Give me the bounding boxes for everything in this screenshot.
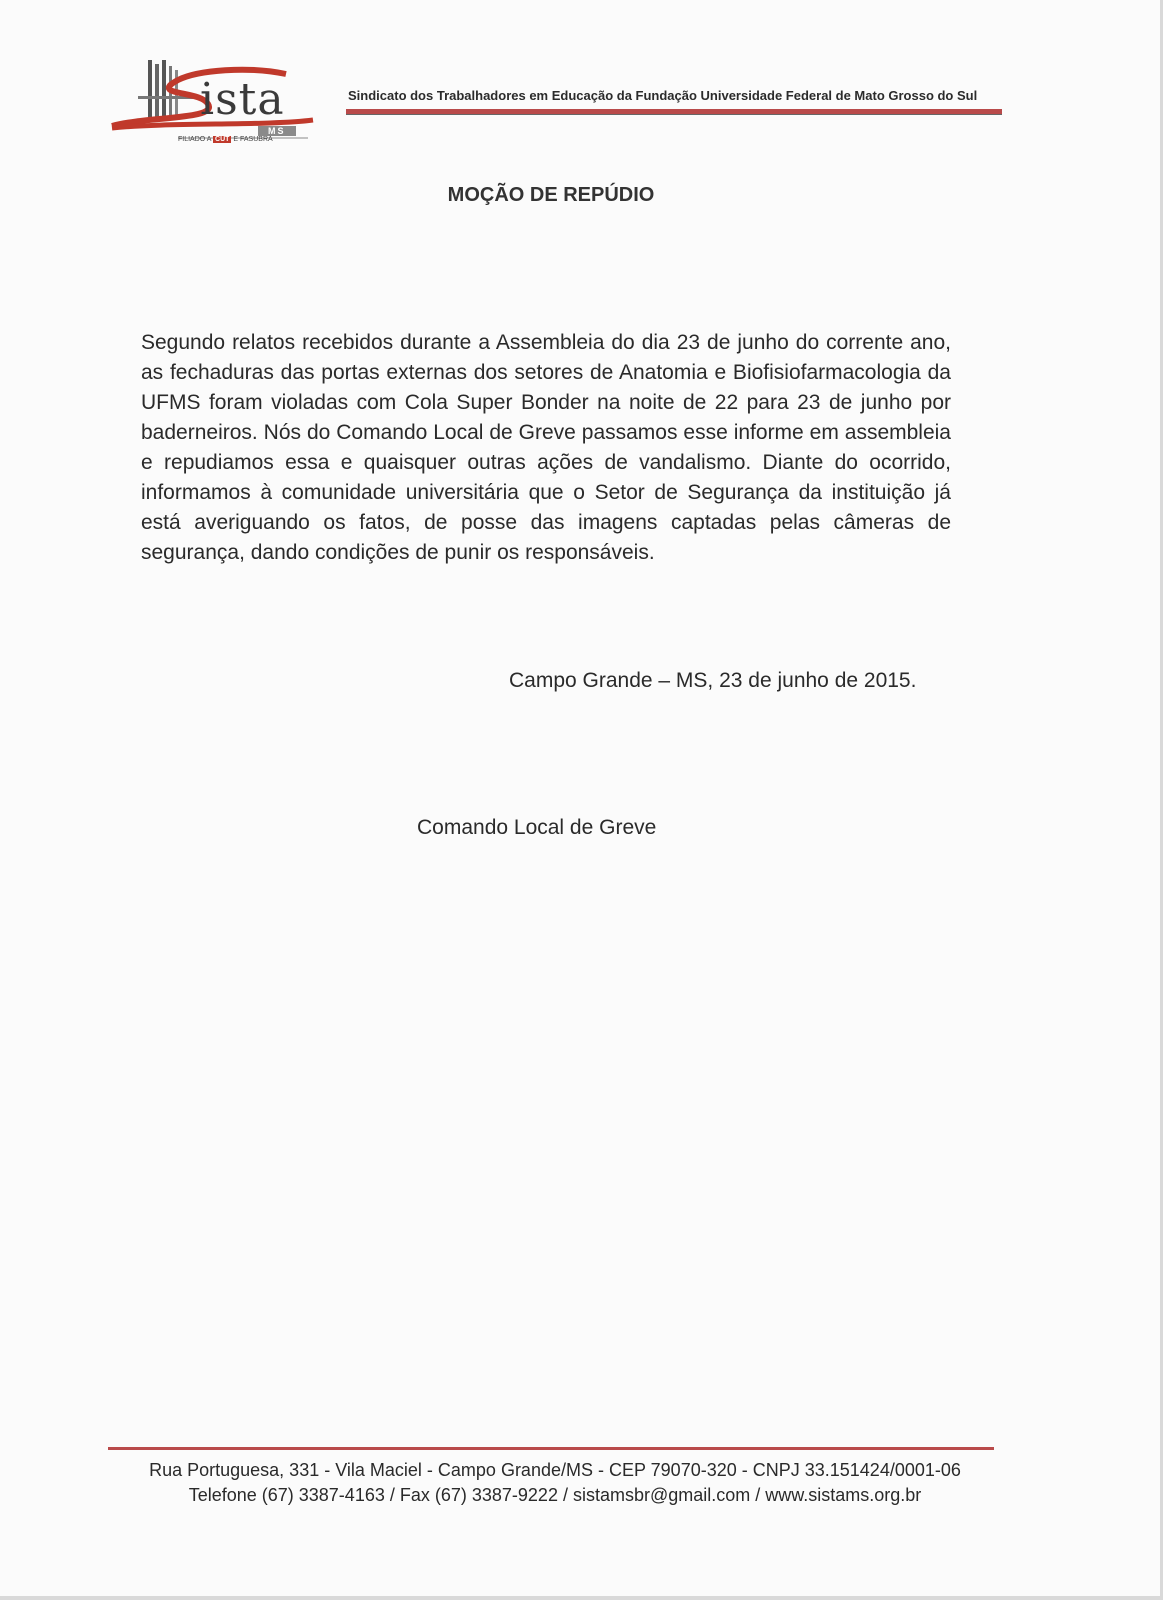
logo-ms-badge: MS [258,126,296,136]
sista-logo [108,56,328,148]
document-body: Segundo relatos recebidos durante a Assembleia do dia 23 de junho do corrente ano, as fechaduras das portas externas dos setores de Anatomia e Biofisiofarmacologia da UFMS foram violadas com Cola Super Bonder na noite de 22 para 23 de junho por baderneiros. Nós do Comando Local de Greve passamos esse informe em assembleia e repudiamos essa e quaisquer outras ações de vandalismo. Diante do ocorrido, informamos à comunidade universitária que o Setor de Segurança da instituição já está averiguando os fatos, de posse das imagens captadas pelas câmeras de segurança, dando condições de punir os responsáveis. [141,331,951,564]
footer-divider [108,1447,994,1450]
affiliation-post: E FASUBRA [233,136,273,143]
document-title: MOÇÃO DE REPÚDIO [447,184,655,206]
affiliation-cut: CUT [215,136,230,143]
signature: Comando Local de Greve [417,816,657,839]
header-divider [346,109,1002,115]
organization-name: Sindicato dos Trabalhadores em Educação da Fundação Universidade Federal de Mato Grosso do Sul [348,88,978,103]
logo-affiliation [178,136,273,143]
scan-edge-bottom [0,1596,1163,1600]
footer-address: Rua Portuguesa, 331 - Vila Maciel - Campo Grande/MS - CEP 79070-320 - CNPJ 33.151424/0001-06 [149,1460,961,1480]
affiliation-pre: FILIADO A [178,136,212,143]
logo-wordmark: ista [200,74,285,125]
date-line: Campo Grande – MS, 23 de junho de 2015. [509,669,917,692]
footer-contact: Telefone (67) 3387-4163 / Fax (67) 3387-9222 / sistamsbr@gmail.com / www.sistams.org.br [188,1485,922,1505]
